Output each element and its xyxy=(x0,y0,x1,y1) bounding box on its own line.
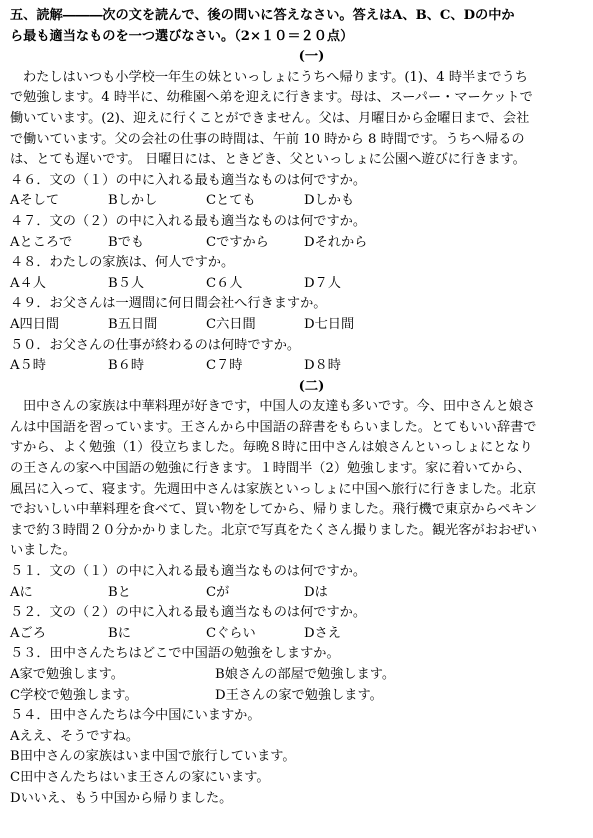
answer-options xyxy=(10,191,581,212)
option-b: Bしかし xyxy=(108,193,158,209)
option-a: A四日間 xyxy=(10,316,60,332)
part-2-passage xyxy=(10,397,581,562)
question-51 xyxy=(10,562,581,603)
passage-line: わたしはいつも小学校一年生の妹といっしょにうちへ帰ります。(1)、4 時半までうち xyxy=(23,69,528,85)
question-text: ５２．文の（２）の中に入れる最も適当なものは何ですか。 xyxy=(10,605,367,621)
option-d: Dさえ xyxy=(304,625,341,641)
option-c: Cぐらい xyxy=(206,625,256,641)
option-d: Dしかも xyxy=(304,193,355,209)
part-1-passage xyxy=(10,68,581,171)
answer-options xyxy=(10,665,581,686)
question-text: ５１．文の（１）の中に入れる最も適当なものは何ですか。 xyxy=(10,564,367,580)
option-d: Dそれから xyxy=(304,234,368,250)
answer-options xyxy=(10,274,581,295)
option-a: A家で勉強します。 xyxy=(10,667,124,682)
option-d: D七日間 xyxy=(304,316,355,332)
passage-line: 働いています。(2)、迎えに行くことができません。父は、月曜日から金曜日まで、会社 xyxy=(10,110,530,126)
option-b: B６時 xyxy=(108,358,145,374)
question-54 xyxy=(10,706,581,809)
option-d: Dは xyxy=(304,584,328,600)
option-c: C７時 xyxy=(206,358,243,374)
passage-line: 田中さんの家族は中華料理が好きです，中国人の友達も多いです。今、田中さんと娘さ xyxy=(23,399,536,415)
option-a: Aそして xyxy=(10,193,60,209)
question-47 xyxy=(10,212,581,253)
question-50 xyxy=(10,336,581,377)
question-52 xyxy=(10,603,581,644)
passage-line: まで約３時間２０分かかりました。北京で写真をたくさん撮りました。観光客がおおぜい xyxy=(10,522,538,538)
option-a: Aごろ xyxy=(10,625,46,641)
question-text: ４８．わたしの家族は、何人ですか。 xyxy=(10,255,235,271)
option-b: B五日間 xyxy=(108,316,158,332)
passage-line: の王さんの家へ中国語の勉強に行きます。１時間半（2）勉強します。家に着いてから、 xyxy=(10,461,531,477)
question-text: ５４．田中さんたちは今中国にいますか。 xyxy=(10,708,261,724)
answer-options xyxy=(10,356,581,377)
answer-options xyxy=(10,233,581,254)
option-b: Bでも xyxy=(108,234,145,250)
question-49 xyxy=(10,294,581,335)
part-1-title: (一) xyxy=(298,49,325,65)
question-48 xyxy=(10,253,581,294)
question-text: ５０．お父さんの仕事が終わるのは何時ですか。 xyxy=(10,337,301,353)
option-d: D８時 xyxy=(304,358,341,374)
question-46 xyxy=(10,171,581,212)
option-c: C６人 xyxy=(206,275,243,291)
option-c: C田中さんたちはいま王さんの家にいます。 xyxy=(10,769,270,785)
passage-line: いました。 xyxy=(10,543,76,559)
option-c: Cが xyxy=(206,584,230,600)
option-d: D７人 xyxy=(304,275,341,291)
option-c: Cとても xyxy=(206,193,256,209)
option-c: C六日間 xyxy=(206,316,256,332)
passage-line: は、とても遅いです。 日曜日には、ときどき、父といっしょに公園へ遊びに行きます。 xyxy=(10,152,526,168)
passage-line: すから、よく勉強（1）役立ちました。毎晩８時に田中さんは娘さんといっしょにとなり xyxy=(10,440,533,456)
option-b: Bに xyxy=(108,625,131,641)
option-c: C学校で勉強します。 xyxy=(10,687,138,703)
question-text: ４９．お父さんは一週間に何日間会社へ行きますか。 xyxy=(10,296,327,312)
answer-options xyxy=(10,315,581,336)
question-53 xyxy=(10,644,581,706)
option-a: Aところで xyxy=(10,234,73,250)
answer-options xyxy=(10,583,581,604)
question-text: ５３．田中さんたちはどこで中国語の勉強をしますか。 xyxy=(10,646,340,662)
option-b: B５人 xyxy=(108,275,145,291)
passage-line: で働いています。父の会社の仕事の時間は、午前 10 時から 8 時間です。うちへ帰るの xyxy=(10,131,525,147)
option-a: A４人 xyxy=(10,275,46,291)
question-text: ４６．文の（１）の中に入れる最も適当なものは何ですか。 xyxy=(10,172,367,188)
option-b: B田中さんの家族はいま中国で旅行しています。 xyxy=(10,749,296,765)
option-a: Aに xyxy=(10,584,33,600)
answer-options xyxy=(10,686,581,707)
passage-line: 風呂に入って、寝ます。先週田中さんは家族といっしょに中国へ旅行に行きました。北京 xyxy=(10,481,537,497)
option-d: D王さんの家で勉強します。 xyxy=(215,687,383,703)
part-2-title: (二) xyxy=(298,378,325,394)
option-d: Dいいえ、もう中国から帰りました。 xyxy=(10,790,233,806)
passage-line: で勉強します。4 時半に、幼稚園へ弟を迎えに行きます。母は、スーパー・マーケットで xyxy=(10,90,533,106)
passage-line: でおいしい中華料理を食べて、買い物をしてから、帰りました。飛行機で東京からペキン xyxy=(10,502,538,518)
option-c: Cですから xyxy=(206,234,269,250)
passage-line: んは中国語を習っています。王さんから中国語の辞書をもらいました。とてもいい辞書で xyxy=(10,419,537,435)
answer-options xyxy=(10,624,581,645)
option-b: Bと xyxy=(108,584,131,600)
section-instruction-line-2: ら最も適当なものを一つ選びなさい。（2×１０＝２０点） xyxy=(10,28,354,44)
option-a: A５時 xyxy=(10,358,46,374)
question-text: ４７．文の（２）の中に入れる最も適当なものは何ですか。 xyxy=(10,213,367,229)
option-a: Aええ、そうですね。 xyxy=(10,728,140,744)
section-instruction-line-1: 五、読解―――次の文を読んで、後の問いに答えなさい。答えはA、B、C、Dの中か xyxy=(10,8,515,23)
option-b: B娘さんの部屋で勉強します。 xyxy=(215,667,396,682)
